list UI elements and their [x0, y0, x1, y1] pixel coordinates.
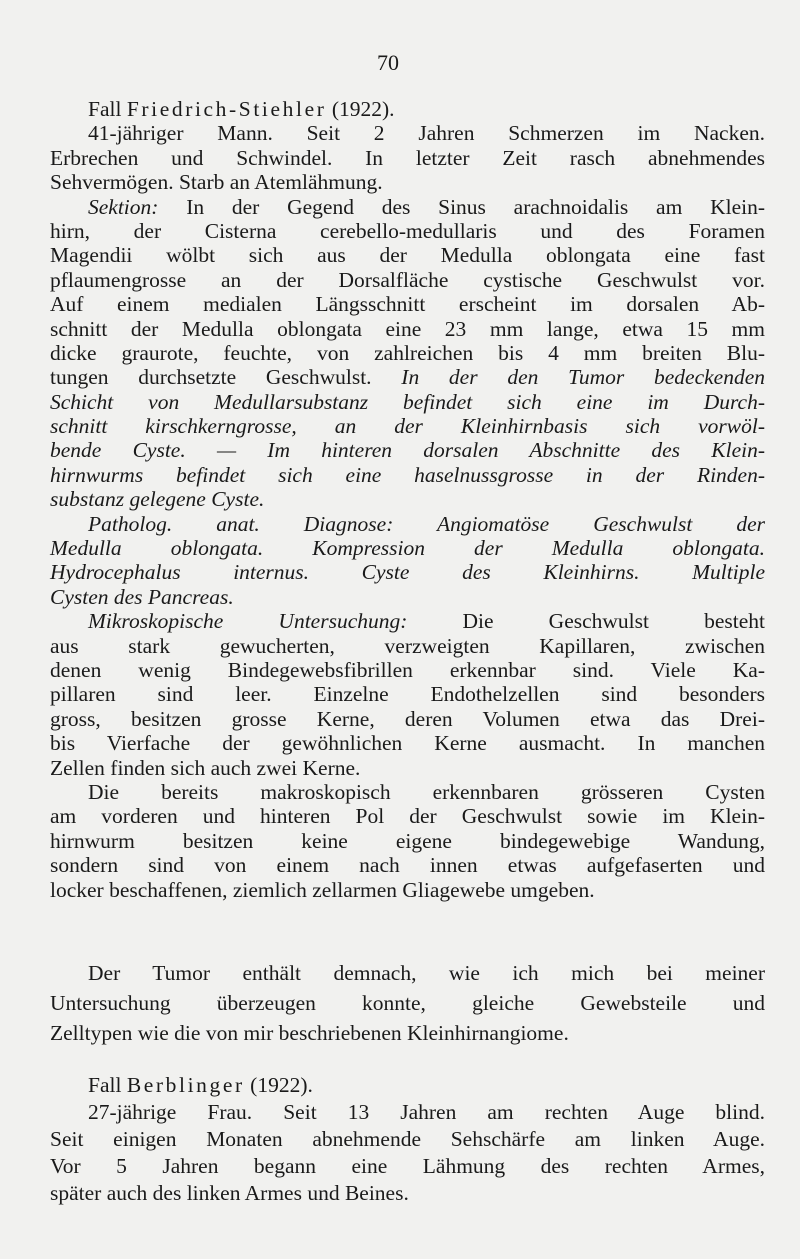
- section-line: pflaumengrosse an der Dorsalfläche cystische Geschwulst vor.: [50, 267, 765, 292]
- diagnosis-line: Cysten des Pancreas.: [50, 584, 234, 609]
- author-name: Berblinger: [126, 1073, 245, 1097]
- micro-first-line: Mikroskopische Untersuchung: Die Geschwulst besteht: [88, 609, 766, 634]
- section-line: Auf einem medialen Längsschnitt erscheint im dorsalen Ab-: [50, 292, 765, 317]
- conclusion-paragraph: [50, 958, 765, 1048]
- author-name: Friedrich-Stiehler: [126, 97, 327, 121]
- section-italic-line: bende Cyste. — Im hinteren dorsalen Abschnitte des Klein-: [50, 438, 765, 463]
- micro-line: aus stark gewucherten, verzweigten Kapillaren, zwischen: [50, 633, 765, 658]
- section-italic-line: schnitt kirschkerngrosse, an der Kleinhirnbasis sich vorwöl-: [50, 414, 765, 439]
- case-friedrich-stiehler: [50, 97, 765, 902]
- section-label: Sektion:: [88, 194, 159, 219]
- section-mixed-line: tungen durchsetzte Geschwulst. In der den Tumor bedeckenden: [50, 365, 765, 390]
- micro-line: Zellen finden sich auch zwei Kerne.: [50, 755, 361, 780]
- section-italic-line: Schicht von Medullarsubstanz befindet sich eine im Durch-: [50, 389, 765, 414]
- section-line: schnitt der Medulla oblongata eine 23 mm lange, etwa 15 mm: [50, 316, 765, 341]
- micro-label: Mikroskopische Untersuchung:: [88, 609, 408, 634]
- section-first-line: Sektion: In der Gegend des Sinus arachnoidalis am Klein-: [88, 194, 766, 219]
- cyst-line: Die bereits makroskopisch erkennbaren grösseren Cysten: [88, 779, 765, 804]
- cyst-line: sondern sind von einem nach innen etwas aufgefaserten und: [50, 853, 765, 878]
- diagnosis-line: Patholog. anat. Diagnose: Angiomatöse Geschwulst der: [88, 511, 765, 536]
- cyst-line: hirnwurm besitzen keine eigene bindegewebige Wandung,: [50, 828, 765, 853]
- history-line: Vor 5 Jahren begann eine Lähmung des rechten Armes,: [50, 1154, 765, 1178]
- conclusion-line: Der Tumor enthält demnach, wie ich mich bei meiner: [88, 961, 765, 985]
- section-line: dicke graurote, feuchte, von zahlreichen bis 4 mm breiten Blu-: [50, 340, 765, 365]
- cyst-line: am vorderen und hinteren Pol der Geschwulst sowie im Klein-: [50, 804, 765, 829]
- case-heading: Fall Berblinger (1922).: [88, 1073, 313, 1097]
- history-line: 41-jähriger Mann. Seit 2 Jahren Schmerzen im Nacken.: [88, 121, 765, 146]
- history-line: Sehvermögen. Starb an Atemlähmung.: [50, 170, 383, 195]
- case-heading: Fall Friedrich-Stiehler (1922).: [88, 97, 395, 121]
- history-line: Erbrechen und Schwindel. In letzter Zeit rasch abnehmendes: [50, 145, 765, 170]
- history-line: 27-jährige Frau. Seit 13 Jahren am rechten Auge blind.: [88, 1100, 765, 1124]
- case-berblinger: [50, 1072, 765, 1207]
- section-italic-line: substanz gelegene Cyste.: [50, 487, 265, 512]
- conclusion-line: Untersuchung überzeugen konnte, gleiche Gewebsteile und: [50, 991, 765, 1015]
- conclusion-line: Zelltypen wie die von mir beschriebenen Kleinhirnangiome.: [50, 1021, 569, 1045]
- page-number: 70: [377, 50, 399, 75]
- micro-line: bis Vierfache der gewöhnlichen Kerne ausmacht. In manchen: [50, 731, 765, 756]
- history-line: Seit einigen Monaten abnehmende Sehschärfe am linken Auge.: [50, 1127, 765, 1151]
- diagnosis-line: Medulla oblongata. Kompression der Medulla oblongata.: [50, 536, 765, 561]
- micro-line: gross, besitzen grosse Kerne, deren Volumen etwa das Drei-: [50, 706, 765, 731]
- cyst-line: locker beschaffenen, ziemlich zellarmen Gliagewebe umgeben.: [50, 877, 595, 902]
- section-line: Magendii wölbt sich aus der Medulla oblongata eine fast: [50, 243, 765, 268]
- micro-line: pillaren sind leer. Einzelne Endothelzellen sind besonders: [50, 682, 765, 707]
- section-italic-line: hirnwurms befindet sich eine haselnussgrosse in der Rinden-: [50, 462, 765, 487]
- micro-line: denen wenig Bindegewebsfibrillen erkennbar sind. Viele Ka-: [50, 657, 765, 682]
- history-line: später auch des linken Armes und Beines.: [50, 1181, 409, 1205]
- section-line: hirn, der Cisterna cerebello-medullaris und des Foramen: [50, 218, 765, 243]
- diagnosis-line: Hydrocephalus internus. Cyste des Kleinhirns. Multiple: [50, 560, 765, 585]
